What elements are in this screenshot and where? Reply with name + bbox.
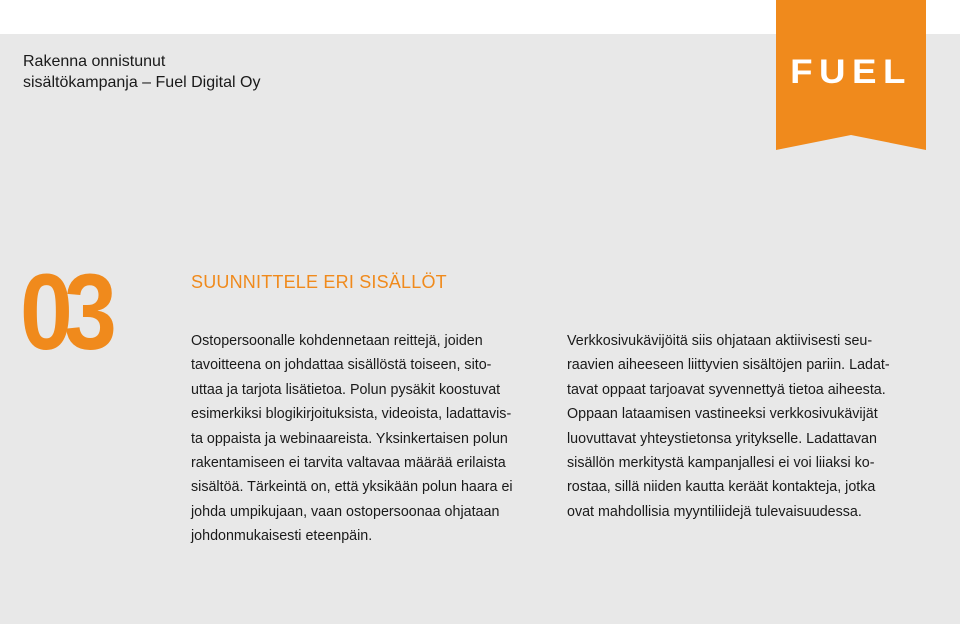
text-line: sisällön merkitystä kampanjallesi ei voi liiaksi ko- — [567, 455, 875, 472]
text-line: uttaa ja tarjota lisätietoa. Polun pysäkit koostuvat — [191, 381, 501, 398]
body-column-left — [191, 329, 561, 549]
text-line: tavat oppaat tarjoavat syvennettyä tietoa aiheesta. — [567, 381, 886, 398]
section-number: 03 — [20, 251, 109, 372]
title-line: sisältökampanja – Fuel Digital Oy — [23, 74, 261, 91]
document-title — [23, 51, 260, 93]
text-line: Ostopersoonalle kohdennetaan reittejä, joiden — [191, 333, 483, 349]
text-line: ovat mahdollisia myyntiliidejä tulevaisuudessa. — [567, 503, 862, 520]
text-line: johda umpikujaan, vaan ostopersoonaa ohjataan — [191, 503, 500, 520]
text-line: Verkkosivukävijöitä siis ohjataan aktiivisesti seu- — [567, 333, 873, 349]
fuel-logo-badge — [776, 0, 926, 150]
text-line: rostaa, sillä niiden kautta keräät kontakteja, jotka — [567, 479, 876, 496]
text-line: rakentamiseen ei tarvita valtavaa määrää erilaista — [191, 455, 506, 472]
logo-wordmark: FUEL — [790, 53, 912, 91]
text-line: johdonmukaisesti eteenpäin. — [191, 528, 373, 545]
text-line: ta oppaista ja webinaareista. Yksinkertaisen polun — [191, 430, 508, 447]
title-line: Rakenna onnistunut — [23, 53, 166, 70]
text-line: tavoitteena on johdattaa sisällöstä toiseen, sito- — [191, 357, 492, 374]
section-heading: SUUNNITTELE ERI SISÄLLÖT — [191, 272, 447, 292]
text-line: sisältöä. Tärkeintä on, että yksikään polun haara ei — [191, 479, 513, 496]
body-column-right — [567, 329, 947, 524]
text-line: raavien aiheeseen liittyvien sisältöjen pariin. Ladat- — [567, 357, 890, 374]
text-line: luovuttavat yhteystietonsa yritykselle. Ladattavan — [567, 430, 877, 447]
text-line: esimerkiksi blogikirjoituksista, videoista, ladattavis- — [191, 406, 512, 423]
text-line: Oppaan lataamisen vastineeksi verkkosivukävijät — [567, 406, 878, 423]
